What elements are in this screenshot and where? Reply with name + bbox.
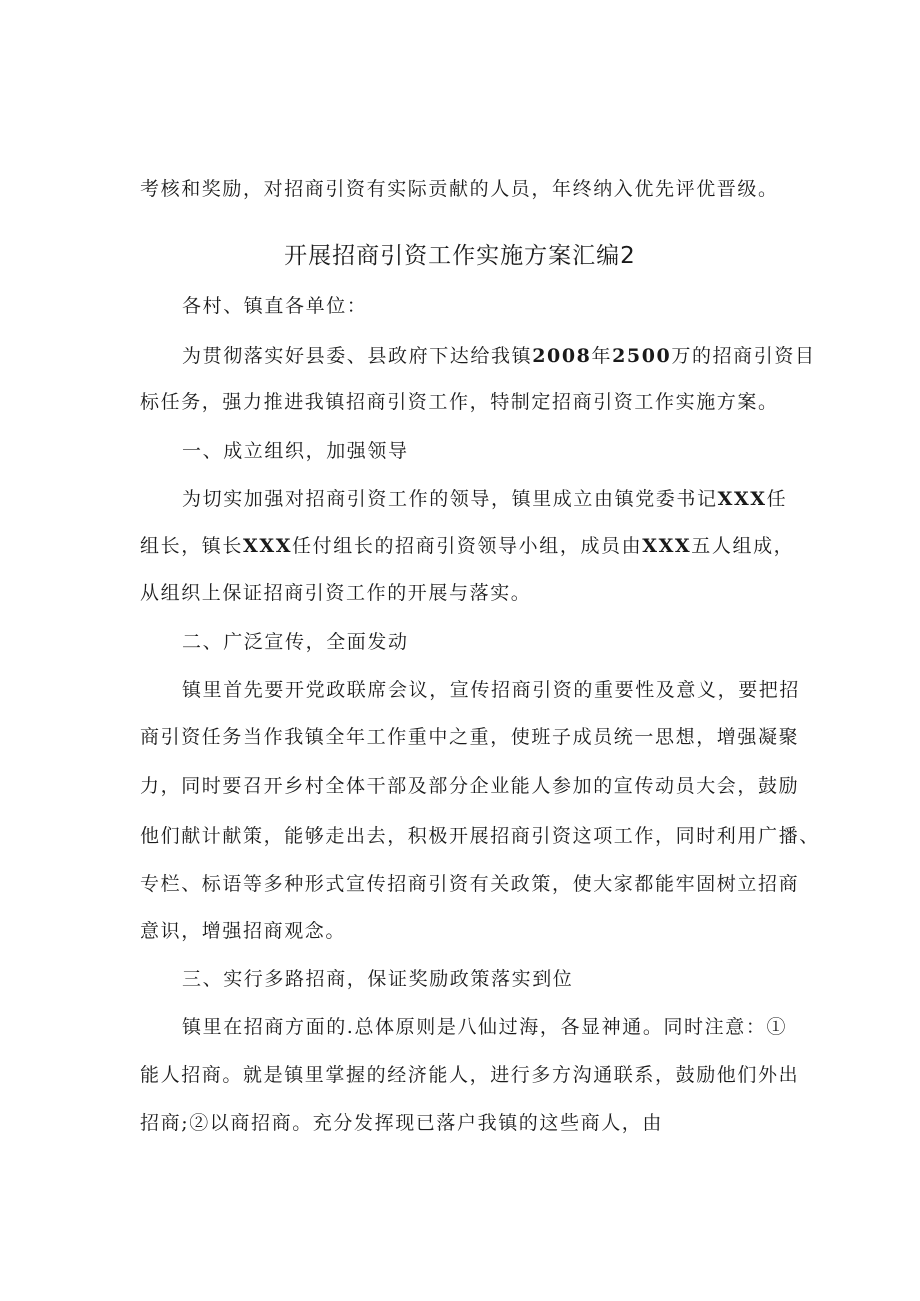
section2-heading: 二、广泛宣传，全面发动 [182,631,409,653]
salutation: 各村、镇直各单位： [182,295,368,317]
section2-line: 力，同时要召开乡村全体干部及部分企业能人参加的宣传动员大会，鼓励 [140,775,800,797]
section2-line: 镇里首先要开党政联席会议，宣传招商引资的重要性及意义，要把招 [182,679,801,701]
section2-line: 专栏、标语等多种形式宣传招商引资有关政策，使大家都能牢固树立招商 [140,873,800,895]
section3-heading: 三、实行多路招商，保证奖励政策落实到位 [182,968,574,990]
section3-line: 招商;②以商招商。充分发挥现已落户我镇的这些商人，由 [140,1112,664,1134]
section1-line-3: 从组织上保证招商引资工作的开展与落实。 [140,582,532,604]
section2-line: 他们献计献策，能够走出去，积极开展招商引资这项工作，同时利用广播、 [140,825,820,847]
section2-line: 意识，增强招商观念。 [140,920,347,942]
page-title: 开展招商引资工作实施方案汇编2 [284,243,636,269]
section3-line: 镇里在招商方面的.总体原则是八仙过海，各显神通。同时注意：① [182,1016,788,1038]
section1-line-1: 为切实加强对招商引资工作的领导，镇里成立由镇党委书记XXX任 [182,488,788,510]
intro-line-1: 为贯彻落实好县委、县政府下达给我镇2008年2500万的招商引资目 [182,345,816,367]
section1-line-2: 组长，镇长XXX任付组长的招商引资领导小组，成员由XXX五人组成， [140,535,795,557]
lead-line: 考核和奖励，对招商引资有实际贡献的人员，年终纳入优先评优晋级。 [140,178,779,200]
section3-line: 能人招商。就是镇里掌握的经济能人，进行多方沟通联系，鼓励他们外出 [140,1064,800,1086]
intro-amount: 2500 [612,345,672,367]
intro-year: 2008 [532,345,592,367]
section2-line: 商引资任务当作我镇全年工作重中之重，使班子成员统一思想，增强凝聚 [140,726,800,748]
section1-heading: 一、成立组织，加强领导 [182,440,409,462]
intro-line-2: 标任务，强力推进我镇招商引资工作，特制定招商引资工作实施方案。 [140,391,779,413]
